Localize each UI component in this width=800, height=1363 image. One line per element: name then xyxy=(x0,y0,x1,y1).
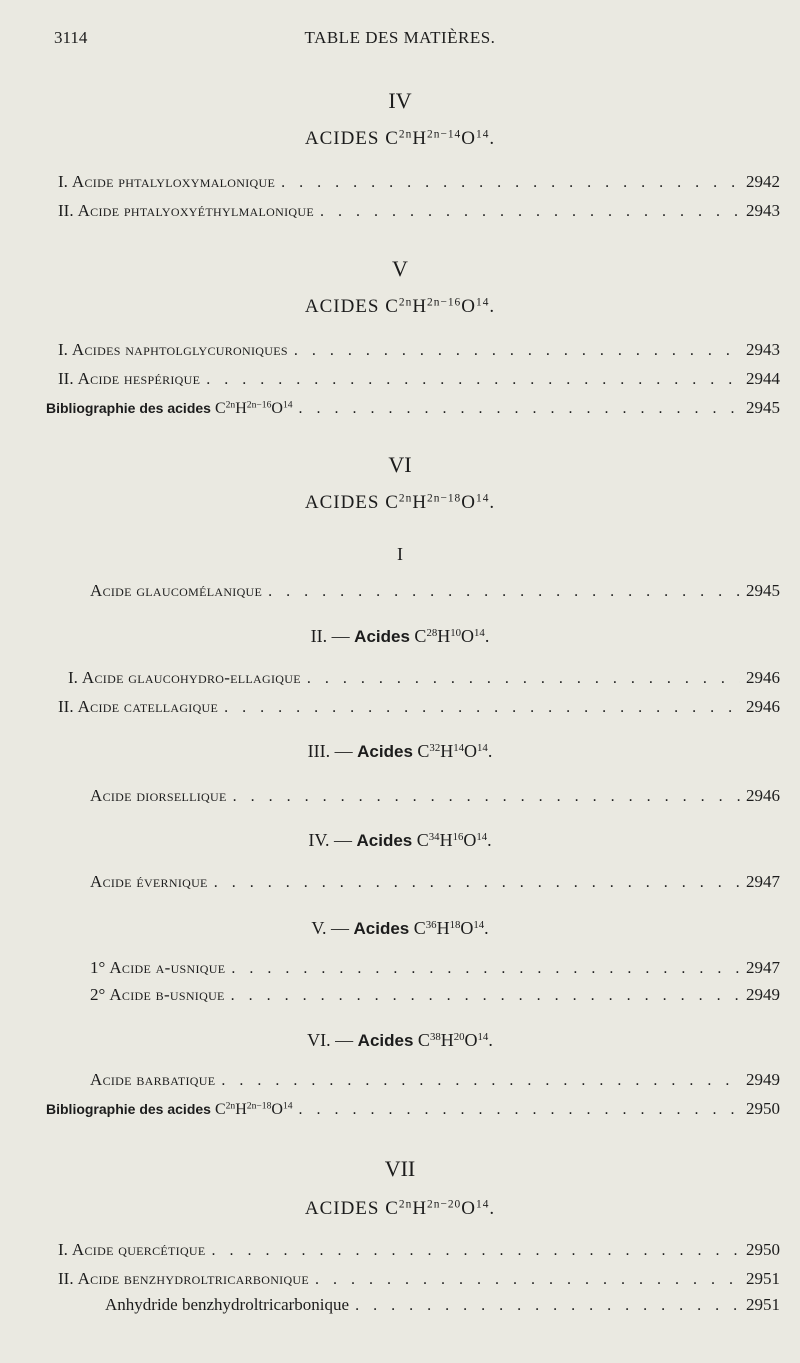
page-ref: 2950 xyxy=(746,1099,780,1118)
dot-leader xyxy=(281,174,740,192)
page-ref: 2949 xyxy=(746,985,780,1004)
dot-leader xyxy=(355,1297,740,1315)
dot-leader xyxy=(294,342,740,360)
page-ref: 2945 xyxy=(746,398,780,417)
toc-entry[interactable]: II. Acide catellagique . . . 2946 xyxy=(58,697,780,721)
toc-entry[interactable]: I. Acides naphtolglycuroniques . . . 2943 xyxy=(58,340,780,364)
subsection-vi-heading: VI. — Acides $C^{38}H^{20}O^{14}$. xyxy=(307,1030,493,1050)
dot-leader xyxy=(231,960,740,978)
dot-leader xyxy=(268,583,740,601)
page-ref: 2942 xyxy=(746,172,780,191)
dot-leader xyxy=(212,1242,740,1260)
page-ref: 2945 xyxy=(746,581,780,600)
dot-leader xyxy=(315,1271,740,1289)
toc-entry[interactable]: Acide barbatique . . . 2949 xyxy=(90,1070,780,1094)
section-v-numeral: V xyxy=(392,256,408,281)
running-title: TABLE DES MATIÈRES. xyxy=(304,28,496,47)
section-vi-numeral: VI xyxy=(388,452,412,477)
section-iv-heading: ACIDES $C^{2n}H^{2n-14}O^{14}$. xyxy=(304,128,496,149)
page-ref: 2943 xyxy=(746,340,780,359)
dot-leader xyxy=(307,670,740,688)
dot-leader xyxy=(224,699,740,717)
page-ref: 2946 xyxy=(746,786,780,805)
page-ref: 2951 xyxy=(746,1295,780,1314)
dot-leader xyxy=(214,874,740,892)
toc-entry[interactable]: Acide diorsellique . . . 2946 xyxy=(90,786,780,810)
subsection-iv-heading: IV. — Acides $C^{34}H^{16}O^{14}$. xyxy=(308,830,492,850)
page-ref: 2944 xyxy=(746,369,780,388)
dot-leader xyxy=(231,987,740,1005)
page-ref: 2947 xyxy=(746,872,780,891)
section-v-heading: ACIDES $C^{2n}H^{2n-16}O^{14}$. xyxy=(304,296,496,317)
dot-leader xyxy=(320,203,740,221)
toc-entry[interactable]: Acide glaucomélanique . . . 2945 xyxy=(90,581,780,605)
subsection-iii-heading: III. — Acides $C^{32}H^{14}O^{14}$. xyxy=(307,741,493,761)
toc-entry[interactable]: II. Acide phtalyoxyéthylmalonique . . . 2943 xyxy=(58,201,780,225)
subsection-v-heading: V. — Acides $C^{36}H^{18}O^{14}$. xyxy=(311,918,489,938)
toc-entry[interactable]: I. Acide phtalyloxymalonique . . . 2942 xyxy=(58,172,780,196)
page-ref: 2946 xyxy=(746,697,780,716)
toc-entry[interactable]: Acide évernique . . . 2947 xyxy=(90,872,780,896)
dot-leader xyxy=(221,1072,740,1090)
page-ref: 2950 xyxy=(746,1240,780,1259)
toc-entry[interactable]: II. Acide benzhydroltricarbonique . . . 2951 xyxy=(58,1269,780,1293)
dot-leader xyxy=(233,788,740,806)
toc-entry[interactable]: I. Acide quercétique . . . 2950 xyxy=(58,1240,780,1264)
section-vi-heading: ACIDES $C^{2n}H^{2n-18}O^{14}$. xyxy=(304,492,496,513)
toc-entry[interactable]: 1° Acide α-usnique . . . 2947 xyxy=(90,958,780,982)
page-number: 3114 xyxy=(54,28,88,47)
page-ref: 2946 xyxy=(746,668,780,687)
section-iv-numeral: IV xyxy=(388,88,412,113)
page-ref: 2951 xyxy=(746,1269,780,1288)
toc-entry[interactable]: I. Acide glaucohydro-ellagique . . . 2946 xyxy=(68,668,780,692)
page-header xyxy=(0,28,800,52)
toc-entry[interactable]: II. Acide hespérique . . . 2944 xyxy=(58,369,780,393)
page-ref: 2947 xyxy=(746,958,780,977)
section-vii-heading: ACIDES $C^{2n}H^{2n-20}O^{14}$. xyxy=(304,1198,496,1219)
bibliography-entry[interactable]: Bibliographie des acides $C^{2n}H^{2n-16}O^{14}$ . . . 2945 xyxy=(46,398,780,422)
page-ref: 2943 xyxy=(746,201,780,220)
subsection-ii-heading: II. — Acides $C^{28}H^{10}O^{14}$. xyxy=(310,626,490,646)
subsection-i-numeral: I xyxy=(397,544,403,564)
toc-entry[interactable]: Anhydride benzhydroltricarbonique . . . 2951 xyxy=(105,1295,780,1319)
page-ref: 2949 xyxy=(746,1070,780,1089)
section-vii-numeral: VII xyxy=(384,1156,416,1181)
dot-leader xyxy=(206,371,740,389)
bibliography-entry[interactable]: Bibliographie des acides $C^{2n}H^{2n-18}O^{14}$ . . . 2950 xyxy=(46,1099,780,1123)
toc-entry[interactable]: 2° Acide β-usnique . . . 2949 xyxy=(90,985,780,1009)
dot-leader xyxy=(299,1101,740,1119)
dot-leader xyxy=(299,400,740,418)
